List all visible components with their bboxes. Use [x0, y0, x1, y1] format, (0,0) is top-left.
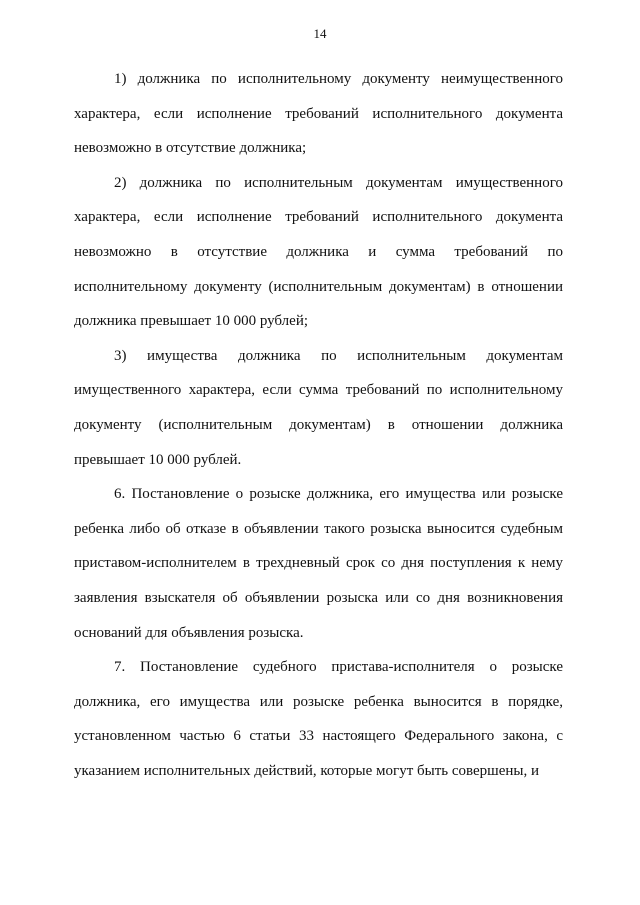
- paragraph-item-3: 3) имущества должника по исполнительным документам имущественного характера, если сумма требований по исполнительному документу (исполнительным документам) в отношении должника превышает 10 000 рублей.: [74, 347, 563, 468]
- page-number: 14: [313, 26, 327, 41]
- paragraph-section-7: 7. Постановление судебного пристава-исполнителя о розыске должника, его имущества или розыске ребенка выносится в порядке, установленном частью 6 статьи 33 настоящего Федерального закона, с указанием исполнительных действий, которые могут быть совершены, и: [74, 659, 563, 779]
- document-body: [74, 62, 563, 788]
- paragraph-item-2: 2) должника по исполнительным документам имущественного характера, если исполнение требований исполнительного документа невозможно в отсутствие должника и сумма требований по исполнительному документу (исполнительным документам) в отношении должника превышает 10 000 рублей;: [74, 174, 563, 330]
- paragraph-section-6: 6. Постановление о розыске должника, его имущества или розыске ребенка либо об отказе в объявлении такого розыска выносится судебным приставом-исполнителем в трехдневный срок со дня поступления к нему заявления взыскателя об объявлении розыска или со дня возникновения оснований для объявления розыска.: [74, 486, 563, 641]
- paragraph-item-1: 1) должника по исполнительному документу неимущественного характера, если исполнение требований исполнительного документа невозможно в отсутствие должника;: [74, 71, 563, 157]
